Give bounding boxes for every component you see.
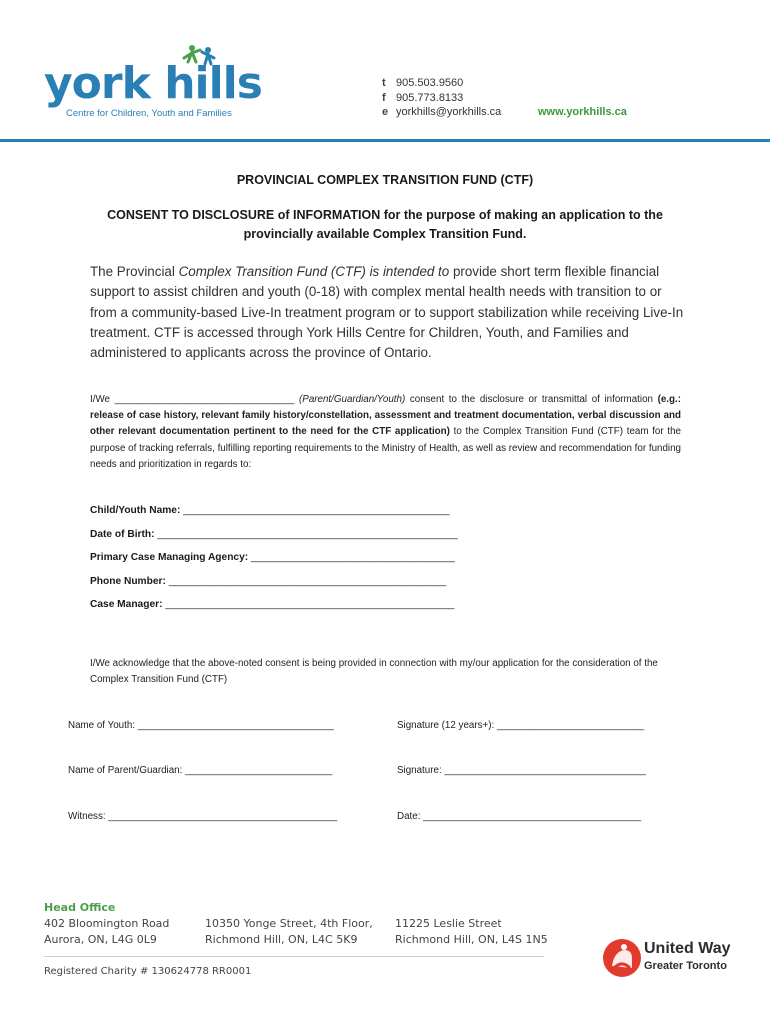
witness-field: Witness: __________________________________________ (68, 811, 338, 822)
case-manager-input[interactable]: ___________________________________________________ (165, 599, 455, 610)
fax-number: 905.773.8133 (396, 91, 464, 104)
witness-input[interactable]: __________________________________________ (108, 811, 338, 822)
logo-wordmark: york hills (44, 58, 262, 109)
page-title: PROVINCIAL COMPLEX TRANSITION FUND (CTF) (236, 173, 534, 187)
phone-number-input[interactable]: _________________________________________________ (168, 575, 447, 587)
signature-12-input[interactable]: ___________________________ (496, 720, 645, 731)
head-office-label: Head Office (44, 901, 116, 914)
united-way-name: United Way (644, 940, 731, 957)
footer-divider (44, 956, 544, 957)
date-input[interactable]: ________________________________________ (423, 811, 642, 822)
footer-address-leslie (395, 916, 548, 948)
field-phone-number: Phone Number: _________________________________________________ (90, 575, 447, 587)
page-subtitle: CONSENT TO DISCLOSURE of INFORMATION for the purpose of making an application to the provincially available Complex Transition Fund. (107, 208, 663, 241)
phone-number[interactable]: 905.503.9560 (396, 77, 464, 89)
address-line: 402 Bloomington Road (44, 917, 170, 930)
address-line: 11225 Leslie Street (395, 917, 502, 930)
header-divider (0, 139, 770, 142)
website-link[interactable]: www.yorkhills.ca (538, 106, 627, 118)
child-youth-name-input[interactable]: _______________________________________________ (183, 505, 450, 516)
consent-name-blank[interactable]: _________________________________ (114, 394, 295, 405)
signature-field: Signature: _____________________________________ (397, 765, 647, 776)
field-case-manager: Case Manager: ___________________________________________________ (90, 599, 455, 610)
footer-head-office (44, 900, 169, 948)
parent-name-field: Name of Parent/Guardian: ___________________________ (68, 765, 333, 776)
signature-input[interactable]: _____________________________________ (444, 765, 647, 776)
address-line: Richmond Hill, ON, L4S 1N5 (395, 933, 548, 946)
address-line: 10350 Yonge Street, 4th Floor, (205, 917, 373, 930)
united-way-region: Greater Toronto (644, 960, 727, 972)
email-line: e yorkhills@yorkhills.ca (382, 106, 502, 118)
youth-name-input[interactable]: ____________________________________ (137, 720, 334, 731)
field-date-of-birth: Date of Birth: _____________________________________________________ (90, 528, 458, 540)
logo-subtitle: Centre for Children, Youth and Families (66, 108, 232, 119)
address-line: Richmond Hill, ON, L4C 5K9 (205, 933, 358, 946)
field-child-youth-name: Child/Youth Name: _______________________________________________ (90, 505, 450, 516)
field-case-managing-agency: Primary Case Managing Agency: ____________________________________ (90, 552, 455, 563)
youth-name-field: Name of Youth: ____________________________________ (68, 720, 334, 731)
applicant-fields (90, 505, 458, 623)
signature-12-field: Signature (12 years+): ___________________________ (397, 720, 645, 731)
united-way-hand-icon (602, 938, 642, 978)
fax-line: f 905.773.8133 (382, 91, 464, 104)
parent-name-input[interactable]: ___________________________ (185, 765, 333, 776)
address-line: Aurora, ON, L4G 0L9 (44, 933, 157, 946)
date-of-birth-input[interactable]: _____________________________________________________ (157, 528, 458, 540)
united-way-logo (602, 938, 732, 978)
contact-block (382, 76, 501, 120)
york-hills-logo (44, 44, 264, 124)
date-field: Date: ________________________________________ (397, 811, 642, 822)
acknowledgement-text: I/We acknowledge that the above-noted consent is being provided in connection with my/our application for the consideration of the Complex Transition Fund (CTF) (90, 658, 658, 685)
phone-line: t 905.503.9560 (382, 77, 464, 89)
case-managing-agency-input[interactable]: ____________________________________ (251, 552, 455, 563)
email-link[interactable]: yorkhills@yorkhills.ca (396, 106, 502, 118)
consent-paragraph: I/We _________________________________ (Parent/Guardian/Youth) consent to the disclosure or transmittal of information (e.g.: release of case history, relevant family history/constellation, assessment and treatment documentation, verbal discussion and other relevant documentation pertinent to the need for the CTF application) to the Complex Transition Fund (CTF) team for the purpose of tracking referrals, fulfilling reporting requirements to the Ministry of Health, as well as review and recommendation for funding needs and prioritization in regards to: (90, 394, 681, 470)
footer-address-yonge (205, 916, 373, 948)
charity-number: Registered Charity # 130624778 RR0001 (44, 966, 252, 977)
intro-paragraph: The Provincial Complex Transition Fund (CTF) is intended to provide short term flexible financial support to assist children and youth (0-18) with complex mental health needs with transition to or from a community-based Live-In treatment program or to support stabilization while receiving Live-In treatment. CTF is accessed through York Hills Centre for Children, Youth, and Families and administered to applicants across the province of Ontario. (90, 264, 684, 361)
